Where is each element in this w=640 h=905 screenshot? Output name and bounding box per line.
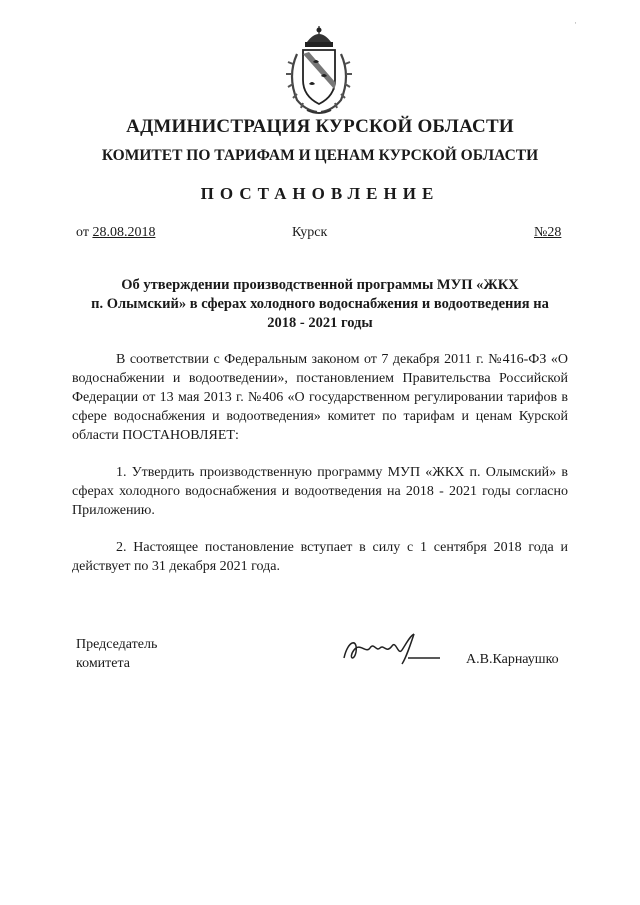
subject-line: Об утверждении производственной программы МУП «ЖКХ	[121, 277, 519, 293]
subject-line: 2018 - 2021 годы	[267, 315, 373, 331]
document-number: №28	[534, 225, 562, 240]
subject-line: п. Олымский» в сферах холодного водоснабжения и водоотведения на	[91, 296, 549, 312]
date-prefix: от	[76, 225, 93, 240]
document-type: ПОСТАНОВЛЕНИЕ	[200, 184, 440, 203]
position-line: комитета	[76, 656, 131, 671]
item-2-paragraph: 2. Настоящее постановление вступает в силу с 1 сентября 2018 года и действует по 31 декабря 2021 года.	[72, 540, 568, 574]
position-line: Председатель	[76, 637, 158, 652]
organization-title: АДМИНИСТРАЦИЯ КУРСКОЙ ОБЛАСТИ	[126, 116, 514, 137]
document-body	[72, 350, 568, 576]
signatory-position	[76, 635, 157, 673]
document-city: Курск	[292, 225, 328, 240]
corner-mark: ·	[574, 18, 577, 28]
handwritten-signature	[340, 628, 460, 668]
date-value: 28.08.2018	[92, 225, 156, 240]
document-subject	[72, 276, 568, 333]
coat-of-arms-icon	[283, 24, 355, 116]
document-date	[76, 225, 155, 241]
item-1-paragraph: 1. Утвердить производственную программу МУП «ЖКХ п. Олымский» в сферах холодного водоснабжения и водоотведения на 2018 - 2021 годы согласно Приложению.	[72, 465, 568, 518]
signatory-name: А.В.Карнаушко	[466, 652, 559, 667]
preamble-paragraph: В соответствии с Федеральным законом от 7 декабря 2011 г. №416-ФЗ «О водоснабжении и водоотведении», постановлением Правительства Российской Федерации от 13 мая 2013 г. №406 «О государственном регулировании тарифов в сфере водоснабжения и водоотведения» комитет по тарифам и ценам Курской области ПОСТАНОВЛЯЕТ:	[72, 352, 568, 443]
committee-title: КОМИТЕТ ПО ТАРИФАМ И ЦЕНАМ КУРСКОЙ ОБЛАСТИ	[101, 147, 539, 164]
